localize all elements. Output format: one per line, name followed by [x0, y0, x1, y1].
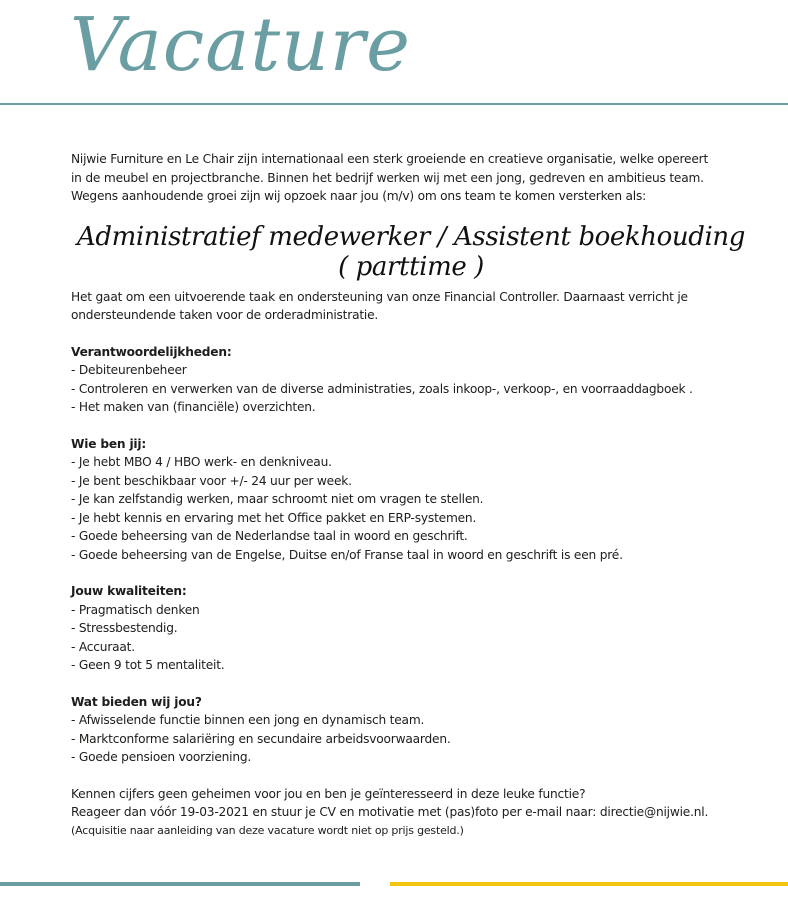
section-heading-responsibilities: Verantwoordelijkheden:: [71, 344, 232, 359]
list-item: - Afwisselende functie binnen een jong en dynamisch team.: [71, 713, 425, 727]
list-item: - Accuraat.: [71, 639, 135, 654]
qualities-list: [71, 601, 751, 675]
closing-line: Kennen cijfers geen geheimen voor jou en ben je geïnteresseerd in deze leuke functie?: [71, 786, 586, 801]
description-line: ondersteundende taken voor de orderadministratie.: [71, 308, 379, 322]
job-title: [31, 222, 788, 282]
intro-line: Nijwie Furniture en Le Chair zijn internationaal een sterk groeiende en creatieve organisatie, welke opereert: [71, 152, 709, 166]
vacancy-body: [71, 150, 751, 840]
list-item: - Pragmatisch denken: [71, 602, 200, 617]
list-item: - Debiteurenbeheer: [71, 363, 187, 377]
job-title-subline: ( parttime ): [338, 251, 484, 282]
list-item: - Goede pensioen voorziening.: [71, 750, 252, 764]
section-heading-offer: Wat bieden wij jou?: [71, 694, 202, 709]
responsibilities-list: [71, 361, 751, 417]
section-heading-profile: Wie ben jij:: [71, 436, 147, 451]
header-divider: [0, 103, 788, 105]
job-title-line: Administratief medewerker / Assistent boekhouding: [77, 221, 745, 252]
closing-line: Reageer dan vóór 19-03-2021 en stuur je CV en motivatie met (pas)foto per e-mail naar: directie@nijwie.nl.: [71, 805, 709, 819]
list-item: - Geen 9 tot 5 mentaliteit.: [71, 658, 225, 672]
list-item: - Je hebt MBO 4 / HBO werk- en denkniveau.: [71, 455, 332, 469]
profile-list: [71, 453, 751, 564]
list-item: - Het maken van (financiële) overzichten.: [71, 400, 316, 414]
description-line: Het gaat om een uitvoerende taak en ondersteuning van onze Financial Controller. Daarnaast verricht je: [71, 289, 688, 304]
footer-divider-teal: [0, 882, 360, 886]
footer-divider-yellow: [390, 882, 788, 886]
list-item: - Controleren en verwerken van de diverse administraties, zoals inkoop-, verkoop-, en voorraaddagboek .: [71, 381, 693, 396]
intro-line: Wegens aanhoudende groei zijn wij opzoek naar jou (m/v) om ons team te komen versterken als:: [71, 189, 647, 203]
list-item: - Goede beheersing van de Engelse, Duitse en/of Franse taal in woord en geschrift is een pré.: [71, 547, 623, 562]
list-item: - Marktconforme salariëring en secundaire arbeidsvoorwaarden.: [71, 731, 451, 746]
intro-line: in de meubel en projectbranche. Binnen het bedrijf werken wij met een jong, gedreven en ambitieus team.: [71, 170, 704, 185]
section-heading-qualities: Jouw kwaliteiten:: [71, 584, 187, 598]
acquisition-note: (Acquisitie naar aanleiding van deze vacature wordt niet op prijs gesteld.): [71, 823, 464, 837]
list-item: - Je hebt kennis en ervaring met het Office pakket en ERP-systemen.: [71, 510, 477, 525]
offer-list: [71, 711, 751, 767]
list-item: - Je kan zelfstandig werken, maar schroomt niet om vragen te stellen.: [71, 492, 484, 506]
list-item: - Goede beheersing van de Nederlandse taal in woord en geschrift.: [71, 529, 468, 543]
list-item: - Je bent beschikbaar voor +/- 24 uur per week.: [71, 473, 352, 488]
page-title: Vacature: [70, 2, 411, 88]
list-item: - Stressbestendig.: [71, 621, 178, 635]
